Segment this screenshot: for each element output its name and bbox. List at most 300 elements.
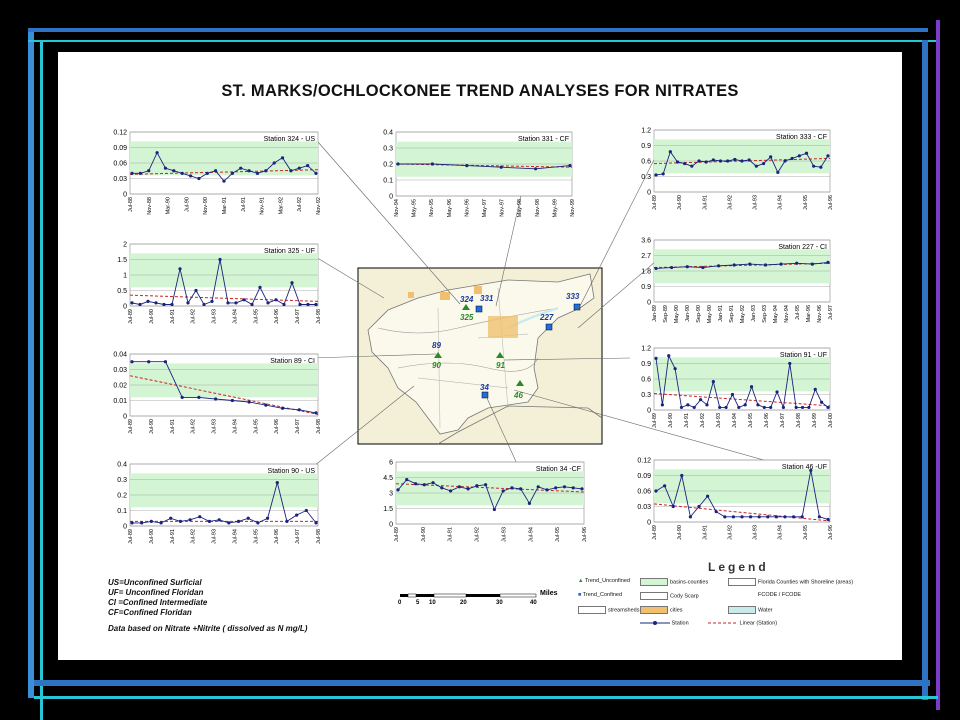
data-point [231, 399, 234, 402]
triangle-icon: ▲ [578, 578, 584, 584]
green-band [654, 139, 830, 173]
station-title: Station 325 - UF [264, 248, 315, 255]
data-point [732, 515, 735, 518]
x-tick-label: Jul-96 [274, 419, 281, 434]
chart-station-90 [106, 460, 324, 560]
x-tick-label: Jul-94 [777, 525, 784, 540]
data-point [676, 160, 679, 163]
data-point [662, 172, 665, 175]
data-point [766, 515, 769, 518]
data-point [239, 167, 242, 170]
chart-svg-s324 [106, 128, 324, 228]
chart-svg-s325 [106, 240, 324, 340]
x-tick-label: Mar-91 [222, 197, 228, 215]
data-point [130, 360, 133, 363]
x-tick-label: Jul-92 [474, 527, 481, 542]
chart-station-91 [630, 344, 836, 444]
data-point [791, 157, 794, 160]
data-point [197, 396, 200, 399]
station-title: Station 331 - CF [518, 136, 569, 143]
data-point [250, 303, 253, 306]
frame-bar-left-blue [28, 28, 34, 698]
data-point [314, 303, 317, 306]
chart-station-324 [106, 128, 324, 228]
y-tick-label: 0.3 [641, 392, 651, 399]
data-point [274, 298, 277, 301]
data-point [674, 367, 677, 370]
x-tick-label: Jul-94 [232, 309, 239, 324]
x-tick-label: Jul-91 [447, 527, 454, 542]
data-point [712, 158, 715, 161]
data-point [449, 489, 452, 492]
data-point [701, 266, 704, 269]
data-point [737, 406, 740, 409]
y-tick-label: 0.2 [117, 492, 127, 500]
data-point [465, 164, 468, 167]
data-point [273, 161, 276, 164]
y-tick-label: 0.6 [641, 376, 651, 384]
data-point [198, 515, 201, 518]
data-point [733, 158, 736, 161]
data-point [502, 489, 505, 492]
green-band [130, 363, 318, 397]
x-tick-label: Nov-97 [499, 199, 506, 217]
y-tick-label: 0.06 [113, 160, 127, 168]
data-point [663, 484, 666, 487]
data-point [186, 301, 189, 304]
data-point [247, 517, 250, 520]
frame-bar-left-cyan [40, 40, 43, 720]
data-point [811, 263, 814, 266]
data-point [580, 487, 583, 490]
data-point [775, 390, 778, 393]
data-point [405, 478, 408, 481]
y-tick-label: 1.8 [641, 268, 651, 276]
data-point [819, 166, 822, 169]
data-point [654, 173, 657, 176]
data-point [396, 488, 399, 491]
data-point [237, 520, 240, 523]
station-marker-333 [574, 304, 580, 310]
data-point [155, 151, 158, 154]
chart-station-46 [630, 456, 836, 556]
x-tick-label: Jul-90 [148, 309, 155, 324]
data-point [693, 406, 696, 409]
data-point [826, 406, 829, 409]
data-point [534, 167, 537, 170]
data-point [805, 152, 808, 155]
data-point [396, 162, 399, 165]
data-point [197, 177, 200, 180]
x-tick-label: Jul-92 [700, 413, 706, 428]
x-tick-label: Jul-97 [780, 413, 786, 428]
data-point [222, 179, 225, 182]
data-point [519, 487, 522, 490]
data-point [414, 482, 417, 485]
y-tick-label: 0 [647, 189, 651, 197]
x-tick-label: Jul-89 [652, 525, 658, 540]
data-point [801, 515, 804, 518]
data-point [686, 403, 689, 406]
data-point [748, 158, 751, 161]
data-point [726, 159, 729, 162]
x-tick-label: May-99 [552, 199, 559, 218]
x-tick-label: May-90 [674, 305, 680, 324]
data-point [458, 485, 461, 488]
x-tick-label: Jul-93 [211, 419, 218, 434]
x-tick-label: Sep-90 [696, 305, 702, 323]
x-tick-label: Jul-92 [297, 197, 304, 212]
legend-item-water: Water [728, 606, 772, 614]
data-point [484, 483, 487, 486]
x-tick-label: Jan-90 [685, 305, 691, 322]
y-tick-label: 4.5 [383, 475, 393, 482]
y-tick-label: 0 [123, 413, 127, 421]
station-marker-34 [482, 392, 488, 398]
data-point [266, 517, 269, 520]
y-tick-label: 0.5 [117, 288, 127, 295]
data-point [783, 159, 786, 162]
city-area [488, 316, 518, 338]
station-title: Station 89 - CI [270, 358, 315, 365]
x-tick-label: May-94 [773, 305, 779, 324]
y-tick-label: 6 [389, 459, 393, 467]
frame-bar-right-purple [936, 20, 940, 710]
data-point [256, 172, 259, 175]
green-band [654, 249, 830, 283]
data-point [226, 301, 229, 304]
x-tick-label: Jul-93 [501, 527, 508, 542]
data-point [779, 263, 782, 266]
scale-tick-30: 30 [496, 600, 503, 606]
data-point [723, 515, 726, 518]
map-label-34: 34 [480, 383, 489, 392]
x-tick-label: Nov-92 [316, 197, 322, 215]
data-point [705, 160, 708, 163]
data-point [466, 487, 469, 490]
x-tick-label: May-97 [482, 199, 488, 218]
y-tick-label: 0.09 [113, 145, 127, 152]
data-point [699, 398, 702, 401]
data-point [717, 264, 720, 267]
y-tick-label: 0.03 [113, 367, 127, 374]
data-point [146, 300, 149, 303]
data-point [298, 303, 301, 306]
data-point [298, 408, 301, 411]
x-tick-label: Mar-92 [278, 197, 285, 215]
map-label-333: 333 [566, 292, 580, 301]
data-point [654, 489, 657, 492]
chart-station-325 [106, 240, 324, 340]
map-label-331: 331 [480, 294, 494, 303]
data-point [680, 406, 683, 409]
legend-item-fcode: FCODE / FCODE [758, 592, 802, 598]
y-tick-label: 0 [647, 299, 651, 307]
x-tick-label: Jul-91 [702, 195, 709, 210]
data-point [545, 488, 548, 491]
data-point [138, 303, 141, 306]
data-point [724, 406, 727, 409]
data-point [247, 400, 250, 403]
y-tick-label: 3 [389, 490, 393, 498]
data-point [289, 169, 292, 172]
data-point [818, 515, 821, 518]
x-tick-label: Jul-90 [148, 529, 155, 544]
map-label-227: 227 [540, 313, 554, 322]
x-tick-label: Jul-93 [752, 525, 759, 540]
y-tick-label: 0.3 [641, 174, 651, 181]
y-tick-label: 0.12 [113, 129, 127, 137]
data-point [528, 502, 531, 505]
x-tick-label: Nov-90 [203, 197, 210, 215]
x-tick-label: Jul-91 [169, 419, 176, 434]
map-label-324: 324 [460, 295, 474, 304]
data-point [826, 518, 829, 521]
y-tick-label: 0.03 [637, 504, 651, 511]
x-tick-label: Jul-97 [295, 529, 302, 544]
data-point [266, 301, 269, 304]
scale-tick-0: 0 [398, 600, 402, 606]
chart-svg-s34 [372, 458, 590, 558]
data-point [181, 396, 184, 399]
data-point [208, 520, 211, 523]
data-point [740, 159, 743, 162]
scale-tick-20: 20 [460, 600, 467, 606]
chart-station-333 [630, 126, 836, 226]
data-point [667, 354, 670, 357]
data-point [194, 289, 197, 292]
frame-bar-top-cyan [28, 40, 938, 42]
data-point [715, 510, 718, 513]
x-tick-label: Sep-89 [663, 305, 669, 323]
legend-item-cities: cities [640, 606, 683, 614]
chart-svg-s89 [106, 350, 324, 450]
y-tick-label: 0.12 [637, 457, 651, 465]
note-ci: CI =Confined Intermediate [108, 598, 208, 607]
chart-svg-s91 [630, 344, 836, 444]
data-point [680, 474, 683, 477]
data-point [775, 515, 778, 518]
map-svg [358, 268, 602, 444]
chart-station-34 [372, 458, 590, 558]
x-tick-label: Nov-99 [570, 199, 576, 217]
data-point [733, 263, 736, 266]
x-tick-label: Nov-88 [146, 197, 153, 215]
data-point [130, 172, 133, 175]
legend-item-counties: Florida Counties with Shoreline (areas) [728, 578, 853, 586]
map-label-91: 91 [496, 361, 505, 370]
data-point [423, 483, 426, 486]
data-point [748, 263, 751, 266]
frame-bar-bottom-cyan [34, 696, 938, 699]
x-tick-label: Jul-90 [668, 413, 674, 428]
data-point [731, 393, 734, 396]
x-tick-label: Jul-91 [702, 525, 709, 540]
data-point [500, 166, 503, 169]
data-point [683, 162, 686, 165]
green-band [654, 469, 830, 503]
data-point [795, 406, 798, 409]
legend-item-station: Station [640, 620, 689, 626]
x-tick-label: Jul-94 [777, 195, 784, 210]
x-tick-label: Jul-93 [211, 309, 218, 324]
x-tick-label: Jul-91 [169, 309, 176, 324]
data-point [756, 403, 759, 406]
data-point [782, 406, 785, 409]
y-tick-label: 0.09 [637, 473, 651, 480]
x-tick-label: Jul-95 [802, 525, 809, 540]
legend-item-linear: Linear (Station) [739, 620, 778, 627]
data-point [281, 407, 284, 410]
x-tick-label: Jul-96 [828, 525, 834, 540]
data-point [214, 397, 217, 400]
data-point [285, 520, 288, 523]
y-tick-label: 0 [123, 303, 127, 311]
data-point [247, 169, 250, 172]
chart-svg-s90 [106, 460, 324, 560]
data-point [758, 515, 761, 518]
y-tick-label: 0.01 [113, 398, 127, 405]
data-point [218, 258, 221, 261]
data-point [281, 156, 284, 159]
y-tick-label: 0.9 [641, 361, 651, 368]
data-point [568, 164, 571, 167]
x-tick-label: Jul-90 [148, 419, 155, 434]
frame-bar-right-blue [922, 40, 928, 700]
legend-item-streamsheds: streamsheds [578, 606, 640, 614]
x-tick-label: Jul-94 [232, 419, 239, 434]
y-tick-label: 0 [123, 523, 127, 531]
data-point [189, 518, 192, 521]
data-point [719, 159, 722, 162]
x-tick-label: Jul-95 [802, 195, 809, 210]
data-point [669, 150, 672, 153]
data-point [231, 172, 234, 175]
data-point [170, 303, 173, 306]
data-point [306, 164, 309, 167]
x-tick-label: Sep-91 [729, 305, 735, 323]
x-tick-label: May-98 [517, 199, 524, 218]
x-tick-label: Jul-95 [253, 529, 260, 544]
x-tick-label: Jul-97 [295, 309, 302, 324]
data-point [572, 486, 575, 489]
y-tick-label: 0.1 [383, 177, 393, 185]
station-title: Station 91 - UF [779, 352, 827, 359]
x-tick-label: Jul-98 [316, 529, 322, 544]
x-tick-label: Jul-97 [295, 419, 302, 434]
x-tick-label: Jul-94 [528, 527, 535, 542]
x-tick-label: Jul-92 [190, 309, 197, 324]
x-tick-label: Jan-91 [718, 305, 724, 322]
x-tick-label: Jul-89 [652, 195, 658, 210]
notes-block [108, 578, 307, 634]
y-tick-label: 0 [647, 519, 651, 527]
chart-svg-s333 [630, 126, 836, 226]
x-tick-label: Nov-94 [784, 305, 790, 323]
green-band [130, 473, 318, 507]
x-tick-label: Jul-96 [828, 195, 834, 210]
data-point [744, 403, 747, 406]
x-tick-label: Jul-91 [684, 413, 690, 428]
x-tick-label: Nov-95 [429, 199, 436, 217]
data-point [164, 167, 167, 170]
data-point [769, 406, 772, 409]
station-marker-227 [546, 324, 552, 330]
data-point [242, 298, 245, 301]
data-point [298, 167, 301, 170]
slide-panel [58, 52, 902, 660]
note-us: US=Unconfined Surficial [108, 578, 202, 587]
data-point [282, 303, 285, 306]
data-point [762, 162, 765, 165]
y-tick-label: 0.02 [113, 382, 127, 390]
x-tick-label: Jul-96 [274, 529, 281, 544]
data-point [820, 401, 823, 404]
map-label-90: 90 [432, 361, 441, 370]
station-title: Station 324 - US [263, 136, 315, 143]
x-tick-label: Jan-89 [652, 305, 658, 322]
location-map [358, 268, 602, 444]
data-point [172, 169, 175, 172]
station-marker-331 [476, 306, 482, 312]
x-tick-label: Jul-99 [812, 413, 818, 428]
data-point [783, 515, 786, 518]
data-point [740, 515, 743, 518]
x-tick-label: Jan-93 [751, 305, 757, 322]
green-band [396, 142, 572, 177]
data-point [826, 154, 829, 157]
data-point [147, 169, 150, 172]
data-point [661, 403, 664, 406]
station-title: Station 90 - US [267, 468, 315, 475]
x-tick-label: Nov-96 [817, 305, 823, 323]
data-point [150, 520, 153, 523]
x-tick-label: Jul-90 [184, 197, 191, 212]
y-tick-label: 0.4 [383, 129, 393, 137]
x-tick-label: Jul-90 [677, 195, 684, 210]
x-tick-label: Jul-95 [253, 419, 260, 434]
data-point [686, 265, 689, 268]
data-point [750, 385, 753, 388]
station-title: Station 46 -UF [781, 464, 827, 471]
x-tick-label: Jul-92 [190, 529, 197, 544]
page-title: ST. MARKS/OCHLOCKONEE TREND ANALYSES FOR NITRATES [221, 82, 739, 100]
data-point [798, 154, 801, 157]
data-point [510, 486, 513, 489]
station-title: Station 34 -CF [535, 466, 581, 473]
y-tick-label: 0 [389, 193, 393, 201]
frame-bar-bottom-blue [34, 680, 930, 686]
x-tick-label: Jul-96 [582, 527, 588, 542]
data-point [154, 301, 157, 304]
x-tick-label: Jul-95 [555, 527, 562, 542]
data-point [697, 159, 700, 162]
station-title: Station 227 - CI [778, 244, 827, 251]
data-point [227, 521, 230, 524]
data-point [749, 515, 752, 518]
y-tick-label: 0.3 [383, 145, 393, 153]
data-point [234, 301, 237, 304]
data-point [162, 303, 165, 306]
data-point [563, 485, 566, 488]
x-tick-label: Jul-92 [727, 525, 734, 540]
data-point [306, 303, 309, 306]
data-point [264, 404, 267, 407]
x-tick-label: Jul-91 [240, 197, 247, 212]
y-tick-label: 2.7 [641, 253, 651, 260]
x-tick-label: Jul-96 [274, 309, 281, 324]
y-tick-label: 0.3 [117, 477, 127, 484]
